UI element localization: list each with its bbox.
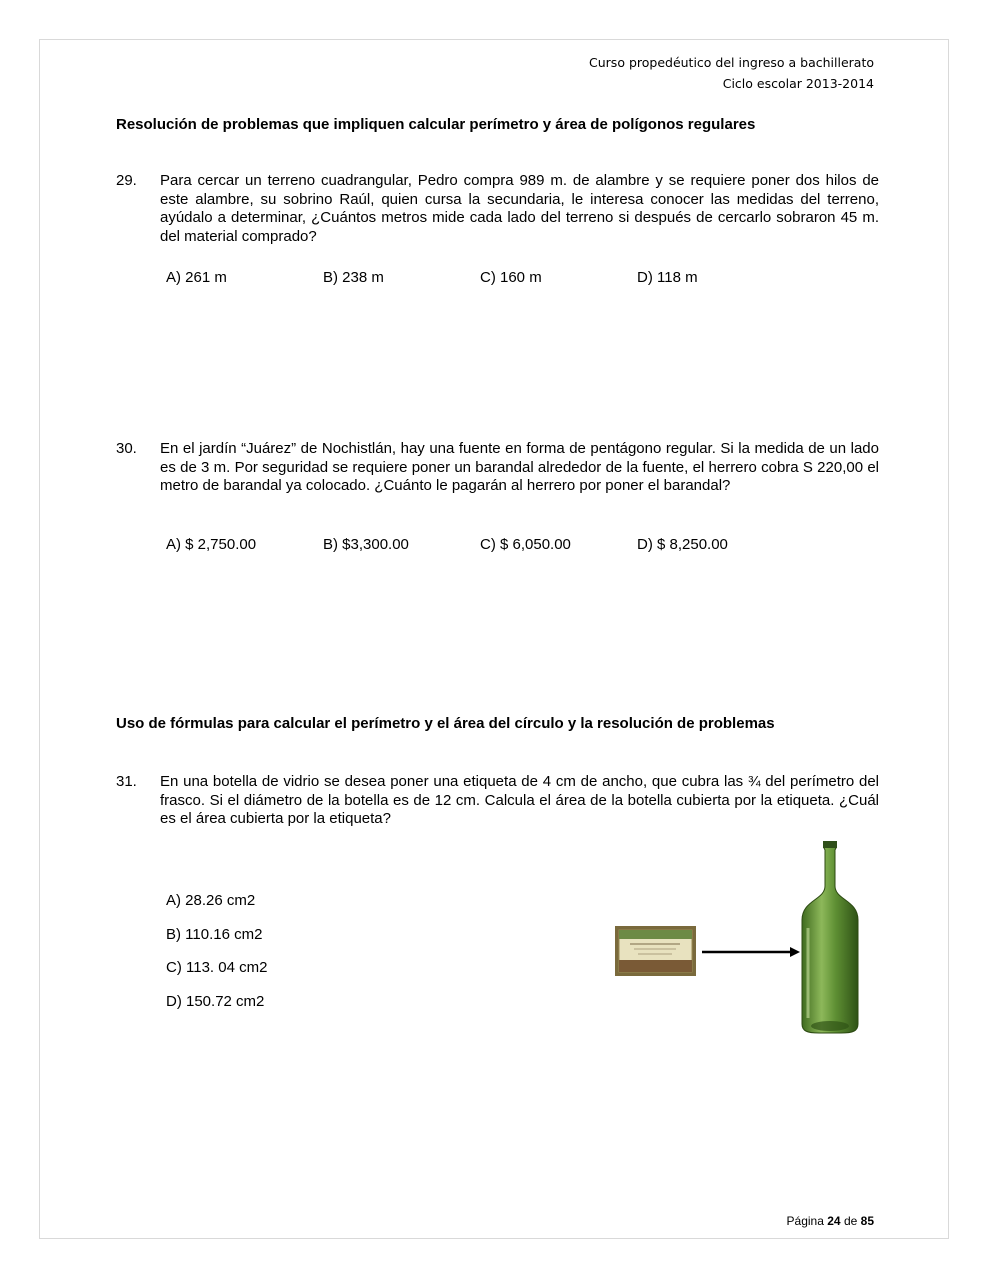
question-text: Para cercar un terreno cuadrangular, Pedro compra 989 m. de alambre y se requiere poner dos hilos de este alambre, su sobrino Raúl, quien cursa la secundaria, le interesa conocer las medidas del terreno, ayúdalo a determinar, ¿Cuántos metros mide cada lado del terreno si después de cercarlo sobraron 45 m. del material comprado? xyxy=(160,172,879,245)
question-31-options xyxy=(166,892,267,1027)
option-c: C) 160 m xyxy=(480,269,542,286)
footer-page-number: 24 xyxy=(827,1214,841,1228)
label-bottle-illustration xyxy=(610,838,880,1038)
question-text: En una botella de vidrio se desea poner una etiqueta de 4 cm de ancho, que cubra las ¾ del perímetro del frasco. Si el diámetro de la botella es de 12 cm. Calcula el área de la botella cubierta por la etiqueta. ¿Cuál es el área cubierta por la etiqueta? xyxy=(160,773,879,827)
page-footer xyxy=(787,1214,874,1228)
option-d: D) 118 m xyxy=(637,269,698,286)
header-course-title: Curso propedéutico del ingreso a bachillerato xyxy=(589,55,874,70)
option-a: A) 261 m xyxy=(166,269,227,286)
arrow-icon xyxy=(702,947,800,957)
footer-total-pages: 85 xyxy=(860,1214,874,1228)
section-title-polygons: Resolución de problemas que impliquen calcular perímetro y área de polígonos regulares xyxy=(116,116,756,133)
option-a: A) 28.26 cm2 xyxy=(166,892,256,909)
question-number: 30. xyxy=(116,440,137,457)
question-text: En el jardín “Juárez” de Nochistlán, hay una fuente en forma de pentágono regular. Si la medida de un lado es de 3 m. Por seguridad se requiere poner un barandal alrededor de la fuente, el herrero cobra S 220,00 el metro de barandal ya colocado. ¿Cuánto le pagarán al herrero por poner el barandal? xyxy=(160,440,879,494)
option-b: B) $3,300.00 xyxy=(323,536,409,553)
question-30-options xyxy=(166,536,794,553)
section-title-circle: Uso de fórmulas para calcular el perímetro y el área del círculo y la resolución de problemas xyxy=(116,715,775,732)
question-number: 29. xyxy=(116,172,137,189)
option-c: C) $ 6,050.00 xyxy=(480,536,571,553)
option-d: D) $ 8,250.00 xyxy=(637,536,728,553)
option-c: C) 113. 04 cm2 xyxy=(166,959,268,977)
option-b: B) 238 m xyxy=(323,269,384,286)
question-29 xyxy=(116,172,879,246)
header-school-year: Ciclo escolar 2013-2014 xyxy=(722,76,874,91)
option-a: A) $ 2,750.00 xyxy=(166,536,257,553)
question-number: 31. xyxy=(116,773,137,790)
document-header xyxy=(589,52,874,94)
question-31 xyxy=(116,773,879,829)
footer-page-word: Página xyxy=(786,1214,824,1228)
green-bottle-image xyxy=(802,841,858,1033)
option-b: B) 110.16 cm2 xyxy=(166,925,263,943)
question-29-options xyxy=(166,269,794,286)
wine-label-image xyxy=(615,926,696,976)
option-d: D) 150.72 cm2 xyxy=(166,993,265,1011)
question-30 xyxy=(116,440,879,496)
footer-of-word: de xyxy=(843,1214,858,1228)
